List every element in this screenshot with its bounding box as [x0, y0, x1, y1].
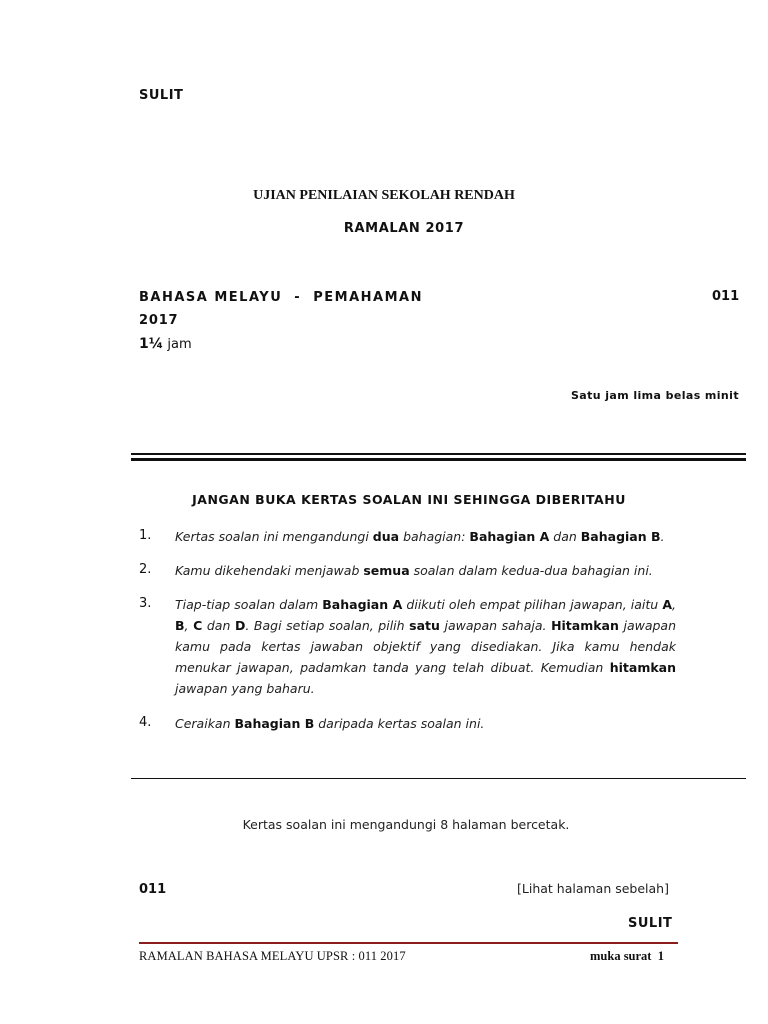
instruction-number: 1. — [139, 528, 152, 543]
instruction-1: Kertas soalan ini mengandungi dua bahagian: Bahagian A dan Bahagian B. — [175, 529, 665, 544]
instruction-2: Kamu dikehendaki menjawab semua soalan dalam kedua-dua bahagian ini. — [175, 563, 653, 578]
duration-unit: jam — [167, 337, 192, 352]
instruction-number: 3. — [139, 596, 152, 611]
instruction-4: Ceraikan Bahagian B daripada kertas soalan ini. — [175, 716, 485, 731]
footer-rule — [139, 942, 678, 944]
subject-name: BAHASA MELAYU - PEMAHAMAN — [139, 290, 423, 305]
exam-year: RAMALAN 2017 — [343, 221, 465, 236]
double-rule-bottom — [131, 458, 746, 461]
next-page-note: [Lihat halaman sebelah] — [517, 881, 669, 896]
exam-title: UJIAN PENILAIAN SEKOLAH RENDAH — [253, 188, 515, 203]
divider-rule — [131, 778, 746, 779]
warning-heading: JANGAN BUKA KERTAS SOALAN INI SEHINGGA DIBERITAHU — [192, 492, 626, 507]
page-count-note: Kertas soalan ini mengandungi 8 halaman bercetak. — [242, 817, 570, 832]
duration-words: Satu jam lima belas minit — [570, 389, 739, 402]
classification-top: SULIT — [139, 88, 184, 103]
subject-year: 2017 — [139, 313, 179, 328]
classification-bottom: SULIT — [628, 916, 673, 931]
duration-number: 1¼ — [139, 336, 164, 352]
instruction-number: 4. — [139, 715, 152, 730]
paper-code: 011 — [712, 289, 740, 304]
instruction-number: 2. — [139, 562, 152, 577]
duration — [139, 336, 192, 352]
footer-page-number: muka surat 1 — [590, 949, 664, 963]
instruction-3: Tiap-tiap soalan dalam Bahagian A diikuti oleh empat pilihan jawapan, iaitu A, B, C dan D. Bagi setiap soalan, pilih satu jawapan sahaja. Hitamkan jawapan kamu pada kertas jawaban objektif yang disediakan. Jika kamu hendak menukar jawapan, padamkan tanda yang telah dibuat. Kemudian hitamkan jawapan yang baharu. — [175, 597, 677, 696]
paper-code-bottom: 011 — [139, 882, 167, 897]
double-rule-top — [131, 453, 746, 455]
footer-title: RAMALAN BAHASA MELAYU UPSR : 011 2017 — [139, 949, 406, 963]
